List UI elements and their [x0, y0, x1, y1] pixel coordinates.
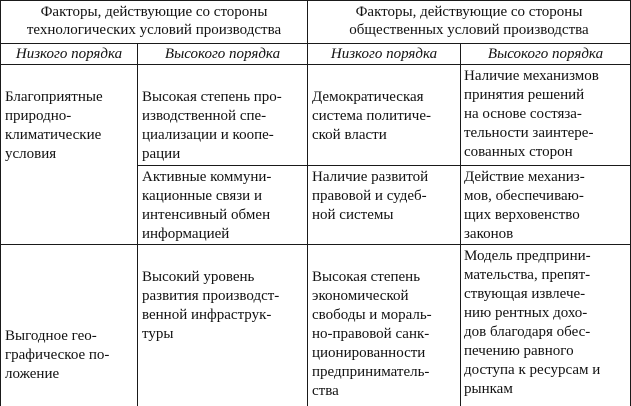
cell-legal-system: Наличие развитой правовой и судеб- ной системы — [312, 169, 429, 223]
subheader-tech-high: Высокого порядка — [164, 46, 281, 62]
subheader-tech-low: Низкого порядка — [15, 46, 123, 62]
header-tech-line1: Факторы, действующие со стороны — [40, 4, 268, 20]
rule-subheader-bottom — [0, 64, 631, 65]
cell-rule-of-law: Действие механиз- мов, обеспечиваю- щих верховенство законов — [464, 169, 585, 242]
header-tech-line2: технологических условий производства — [26, 22, 282, 38]
subheader-social-high: Высокого порядка — [487, 46, 604, 62]
cell-specialization: Высокая степень про- изводственной спе- циализации и коопе- рации — [142, 89, 282, 162]
subheader-social-low: Низкого порядка — [330, 46, 438, 62]
cell-communication: Активные коммуни- кационные связи и интенсивный обмен информацией — [142, 169, 272, 242]
cell-democracy: Демократическая система политиче- ской власти — [312, 89, 431, 143]
cell-geographic-position: Выгодное гео- графическое по- ложение — [5, 328, 110, 382]
cell-infrastructure: Высокий уровень развития производст- венной инфраструк- туры — [142, 269, 280, 342]
rule-col3 — [460, 43, 461, 406]
rule-top — [0, 0, 631, 1]
cell-entrepreneurship-model: Модель предприни- мательства, препят- ствующая извлече- нию рентных дохо- дов благодаря обес- печению равного доступа к ресурсам и рынкам — [464, 248, 601, 397]
cell-economic-freedom: Высокая степень экономической свободы и мораль- но-правовой санк- ционированности предприниматель- ства — [312, 269, 432, 399]
header-social-line1: Факторы, действующие со стороны — [355, 4, 583, 20]
rule-header-bottom — [0, 43, 631, 44]
rule-col1 — [137, 43, 138, 406]
header-social-line2: общественных условий производства — [349, 22, 589, 38]
rule-row1-bottom — [0, 244, 631, 245]
cell-favorable-climate: Благоприятные природно- климатические условия — [5, 89, 103, 162]
cell-decision-mechanisms: Наличие механизмов принятия решений на основе состяза- тельности заинтере- сованных сторон — [464, 68, 599, 160]
rule-row1a-bottom — [137, 165, 631, 166]
